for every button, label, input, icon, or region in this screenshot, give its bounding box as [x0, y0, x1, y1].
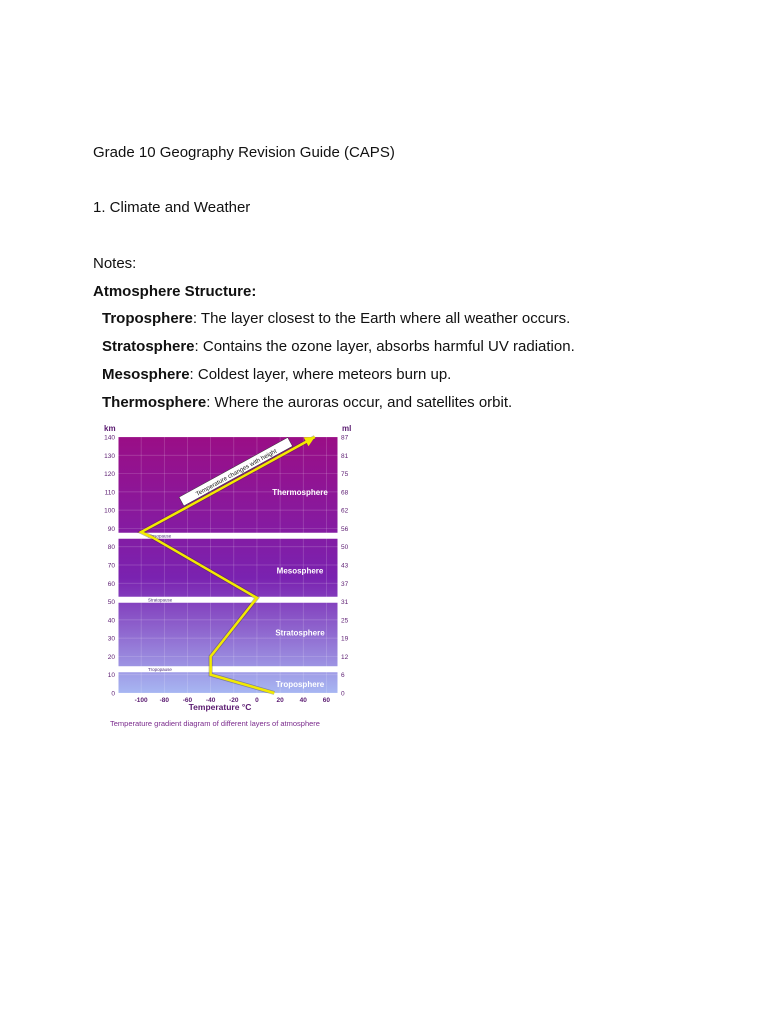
x-tick-label: -80: [159, 697, 170, 704]
y-tick-label-ml: 19: [341, 635, 349, 643]
y-tick-label-km: 90: [107, 525, 115, 533]
diagram-caption: Temperature gradient diagram of different layers of atmosphere: [110, 719, 320, 728]
y-tick-label-km: 120: [104, 471, 115, 479]
y-tick-label-km: 0: [111, 690, 115, 698]
y-tick-label-ml: 12: [341, 653, 349, 661]
y-tick-label-ml: 31: [341, 599, 349, 607]
definition-term: Stratosphere: [102, 338, 195, 355]
annotation-label: Temperature changes with height: [194, 447, 279, 498]
x-tick-label: 60: [322, 697, 331, 704]
thermosphere-definition: [102, 394, 512, 411]
atmosphere-subheading: Atmosphere Structure:: [93, 283, 257, 300]
definition-text: : Where the auroras occur, and satellites orbit.: [206, 394, 513, 411]
left-axis-unit: km: [104, 424, 116, 433]
mesosphere-definition: [102, 366, 451, 383]
right-axis-unit: ml: [342, 424, 352, 433]
y-tick-label-ml: 25: [341, 617, 349, 625]
x-tick-label: -20: [229, 697, 239, 704]
definition-text: : Coldest layer, where meteors burn up.: [189, 366, 452, 383]
x-axis-title: Temperature °C: [188, 702, 252, 712]
definition-text: : Contains the ozone layer, absorbs harmful UV radiation.: [194, 338, 575, 355]
y-tick-label-km: 40: [107, 617, 115, 625]
y-tick-label-km: 30: [107, 635, 115, 643]
y-tick-label-km: 80: [107, 544, 115, 552]
pause-label: Tropopause: [148, 667, 172, 673]
layer-label: Stratosphere: [275, 628, 325, 638]
document-title: Grade 10 Geography Revision Guide (CAPS): [93, 144, 395, 161]
layer-label: Thermosphere: [272, 487, 328, 497]
definition-term: Troposphere: [102, 310, 193, 327]
definition-text: : The layer closest to the Earth where all weather occurs.: [192, 310, 571, 327]
y-tick-label-ml: 81: [341, 452, 349, 460]
y-tick-label-km: 70: [107, 562, 115, 570]
definition-term: Thermosphere: [102, 394, 207, 411]
atmosphere-temperature-diagram: [90, 420, 380, 740]
x-tick-label: -60: [182, 697, 193, 704]
x-tick-label: 40: [299, 697, 307, 704]
section-heading: 1. Climate and Weather: [93, 199, 251, 216]
pause-label: Mesopause: [148, 533, 172, 539]
y-tick-label-ml: 43: [341, 562, 349, 570]
troposphere-definition: [102, 310, 570, 327]
y-tick-label-km: 140: [104, 434, 115, 442]
stratosphere-definition: [102, 338, 575, 355]
x-tick-label: -40: [205, 697, 216, 704]
y-tick-label-ml: 50: [341, 544, 349, 552]
layer-label: Troposphere: [275, 679, 325, 689]
y-tick-label-ml: 0: [341, 690, 345, 698]
y-tick-label-ml: 62: [341, 507, 349, 515]
y-tick-label-ml: 87: [341, 434, 349, 442]
x-tick-label: 0: [255, 697, 259, 704]
y-tick-label-ml: 68: [341, 489, 349, 497]
y-tick-label-km: 10: [107, 672, 115, 680]
x-tick-label: 20: [276, 697, 284, 704]
y-tick-label-km: 100: [104, 507, 115, 515]
y-tick-label-ml: 56: [341, 525, 349, 533]
y-tick-label-ml: 37: [341, 580, 349, 588]
notes-label: Notes:: [93, 255, 137, 272]
y-tick-label-ml: 6: [341, 672, 345, 680]
x-tick-label: -100: [134, 697, 148, 704]
y-tick-label-km: 130: [104, 452, 115, 460]
layer-label: Mesosphere: [276, 566, 324, 576]
y-tick-label-km: 60: [107, 580, 115, 588]
y-tick-label-km: 20: [107, 653, 115, 661]
y-tick-label-ml: 75: [341, 471, 349, 479]
y-tick-label-km: 50: [107, 599, 115, 607]
y-tick-label-km: 110: [104, 489, 115, 497]
definition-term: Mesosphere: [102, 366, 190, 383]
pause-label: Stratopause: [148, 597, 173, 603]
